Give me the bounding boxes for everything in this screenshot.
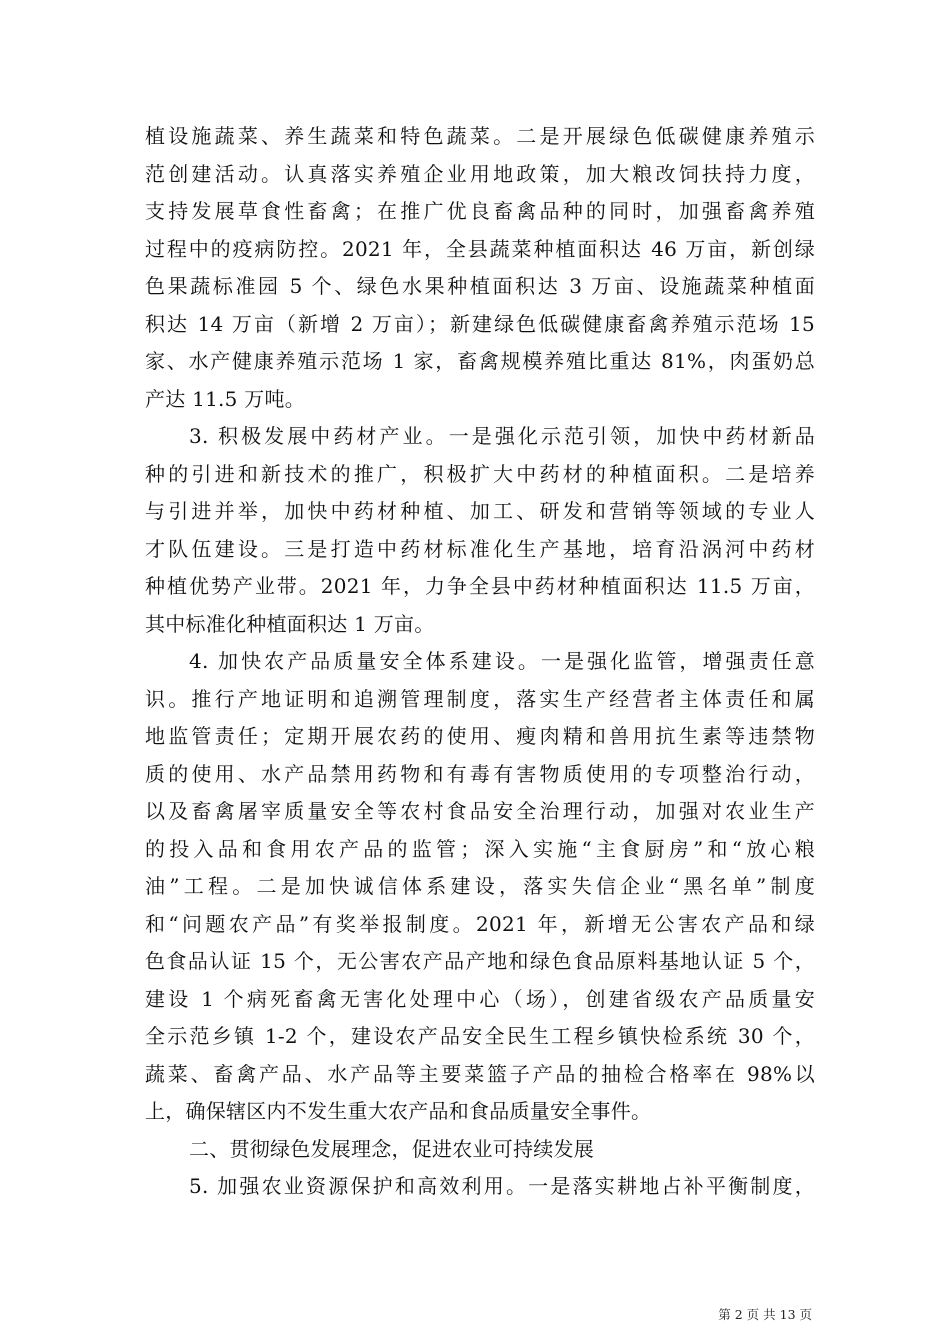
page-footer [718,1305,812,1323]
text-line: 植设施蔬菜、养生蔬菜和特色蔬菜。二是开展绿色低碳健康养殖示 [145,124,815,148]
text-line: 和“问题农产品”有奖举报制度。2021 年，新增无公害农产品和绿 [145,911,815,936]
chapter-2-heading: 二、贯彻绿色发展理念，促进农业可持续发展 [189,1136,594,1161]
text-line: 全示范乡镇 1-2 个，建设农产品安全民生工程乡镇快检系统 30 个， [145,1024,815,1048]
text-line: 种的引进和新技术的推广，积极扩大中药材的种植面积。二是培养 [145,461,815,486]
page-number-label: 第 2 页 共 13 页 [718,1307,812,1322]
text-line: 产达 11.5 万吨。 [145,386,305,411]
document-body [145,118,815,1206]
text-line: 质的使用、水产品禁用药物和有毒有害物质使用的专项整治行动， [145,761,815,786]
section-4-heading-line: 4. 加快农产品质量安全体系建设。一是强化监管，增强责任意 [189,649,815,673]
text-line: 种植优势产业带。2021 年，力争全县中药材种植面积达 11.5 万亩， [145,574,815,598]
text-line: 色果蔬标准园 5 个、绿色水果种植面积达 3 万亩、设施蔬菜种植面 [145,274,815,298]
text-line: 积达 14 万亩（新增 2 万亩）；新建绿色低碳健康畜禽养殖示范场 15 [145,311,815,336]
text-line: 支持发展草食性畜禽；在推广优良畜禽品种的同时，加强畜禽养殖 [145,199,815,223]
section-5-heading-line: 5. 加强农业资源保护和高效利用。一是落实耕地占补平衡制度， [189,1174,815,1198]
text-line: 范创建活动。认真落实养殖企业用地政策，加大粮改饲扶持力度， [145,161,815,186]
text-line: 与引进并举，加快中药材种植、加工、研发和营销等领域的专业人 [145,499,815,523]
text-line: 建设 1 个病死畜禽无害化处理中心（场），创建省级农产品质量安 [145,986,815,1011]
text-line: 油”工程。二是加快诚信体系建设，落实失信企业“黑名单”制度 [145,874,815,898]
text-line: 才队伍建设。三是打造中药材标准化生产基地，培育沿涡河中药材 [145,536,815,561]
text-line: 地监管责任；定期开展农药的使用、瘦肉精和兽用抗生素等违禁物 [145,724,815,748]
text-line: 其中标准化种植面积达 1 万亩。 [145,611,435,636]
text-line: 家、水产健康养殖示范场 1 家，畜禽规模养殖比重达 81%，肉蛋奶总 [145,349,815,373]
text-line: 蔬菜、畜禽产品、水产品等主要菜篮子产品的抽检合格率在 98%以 [145,1061,815,1086]
text-line: 过程中的疫病防控。2021 年，全县蔬菜种植面积达 46 万亩，新创绿 [145,236,815,261]
section-3-heading-line: 3. 积极发展中药材产业。一是强化示范引领，加快中药材新品 [189,424,815,448]
text-line: 上，确保辖区内不发生重大农产品和食品质量安全事件。 [145,1099,652,1123]
text-line: 的投入品和食用农产品的监管；深入实施“主食厨房”和“放心粮 [145,836,815,861]
text-line: 识。推行产地证明和追溯管理制度，落实生产经营者主体责任和属 [145,686,815,711]
text-line: 以及畜禽屠宰质量安全等农村食品安全治理行动，加强对农业生产 [145,799,815,823]
text-line: 色食品认证 15 个，无公害农产品产地和绿色食品原料基地认证 5 个， [145,949,815,973]
